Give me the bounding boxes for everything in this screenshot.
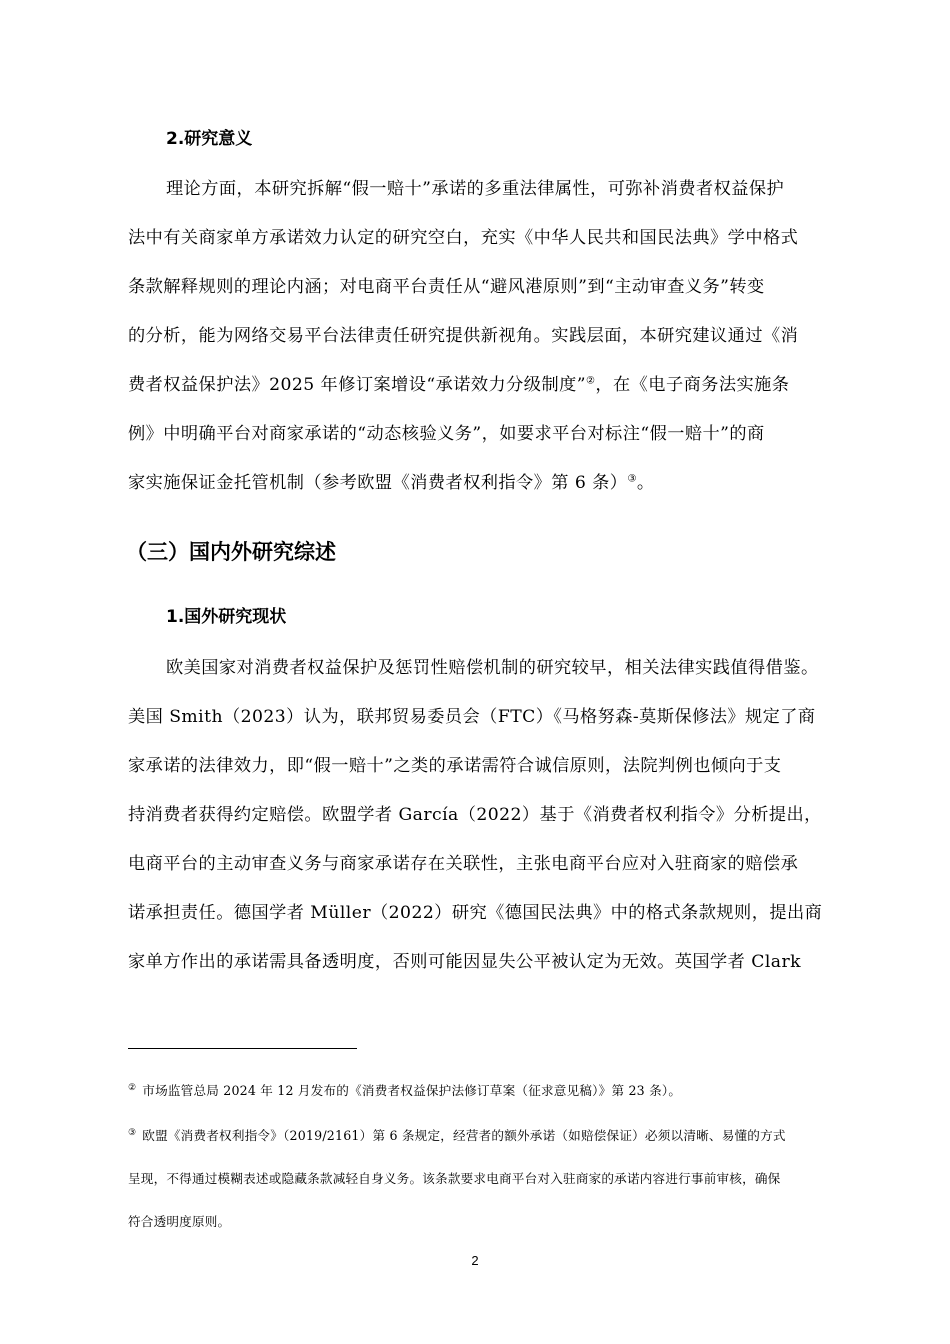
footnote-3 bbox=[128, 1125, 786, 1144]
text-line: 条款解释规则的理论内涵；对电商平台责任从“避风港原则”到“主动审查义务”转变 bbox=[128, 277, 765, 297]
text-line: 例》中明确平台对商家承诺的“动态核验义务”，如要求平台对标注“假一赔十”的商 bbox=[128, 424, 765, 444]
sub-heading-foreign: 1.国外研究现状 bbox=[166, 607, 287, 627]
footnote-mark: ③ bbox=[128, 1127, 137, 1138]
section-heading-review: （三）国内外研究综述 bbox=[126, 540, 336, 564]
footnote-2 bbox=[128, 1080, 681, 1099]
text-line: 诺承担责任。德国学者 Müller（2022）研究《德国民法典》中的格式条款规则，提出商 bbox=[128, 903, 823, 923]
text-segment: 。 bbox=[636, 473, 655, 493]
text-line bbox=[128, 370, 789, 395]
text-line: 家单方作出的承诺需具备透明度，否则可能因显失公平被认定为无效。英国学者 Clark bbox=[128, 952, 802, 972]
text-segment: 费者权益保护法》2025 年修订案增设“承诺效力分级制度” bbox=[128, 375, 586, 395]
footnote-ref[interactable]: ③ bbox=[627, 473, 637, 485]
text-segment: 家实施保证金托管机制（参考欧盟《消费者权利指令》第 6 条） bbox=[128, 473, 628, 493]
text-line: 理论方面，本研究拆解“假一赔十”承诺的多重法律属性，可弥补消费者权益保护 bbox=[166, 179, 785, 199]
text-line bbox=[128, 468, 655, 493]
text-line: 电商平台的主动审查义务与商家承诺存在关联性，主张电商平台应对入驻商家的赔偿承 bbox=[128, 854, 799, 874]
text-line: 欧美国家对消费者权益保护及惩罚性赔偿机制的研究较早，相关法律实践值得借鉴。 bbox=[166, 658, 819, 678]
footnote-text: 欧盟《消费者权利指令》（2019/2161）第 6 条规定，经营者的额外承诺（如赔偿保证）必须以清晰、易懂的方式 bbox=[142, 1128, 786, 1143]
footnote-ref[interactable]: ② bbox=[585, 375, 596, 387]
text-segment: ，在《电子商务法实施条 bbox=[595, 375, 790, 395]
text-line: 的分析，能为网络交易平台法律责任研究提供新视角。实践层面，本研究建议通过《消 bbox=[128, 326, 799, 346]
footnote-separator bbox=[128, 1048, 357, 1049]
text-line: 法中有关商家单方承诺效力认定的研究空白，充实《中华人民共和国民法典》学中格式 bbox=[128, 228, 799, 248]
footnote-text: 市场监管总局 2024 年 12 月发布的《消费者权益保护法修订草案（征求意见稿）》第 23 条）。 bbox=[142, 1083, 682, 1098]
text-line: 持消费者获得约定赔偿。欧盟学者 García（2022）基于《消费者权利指令》分析提出， bbox=[128, 805, 822, 825]
text-line: 家承诺的法律效力，即“假一赔十”之类的承诺需符合诚信原则，法院判例也倾向于支 bbox=[128, 756, 782, 776]
section-heading-significance: 2.研究意义 bbox=[166, 129, 253, 149]
text-line: 美国 Smith（2023）认为，联邦贸易委员会（FTC）《马格努森-莫斯保修法》规定了商 bbox=[128, 707, 816, 727]
footnote-text-line: 呈现，不得通过模糊表述或隐藏条款减轻自身义务。该条款要求电商平台对入驻商家的承诺内容进行事前审核，确保 bbox=[128, 1171, 781, 1186]
page-number: 2 bbox=[471, 1253, 479, 1268]
footnote-mark: ② bbox=[128, 1082, 137, 1093]
footnote-text-line: 符合透明度原则。 bbox=[128, 1214, 231, 1229]
